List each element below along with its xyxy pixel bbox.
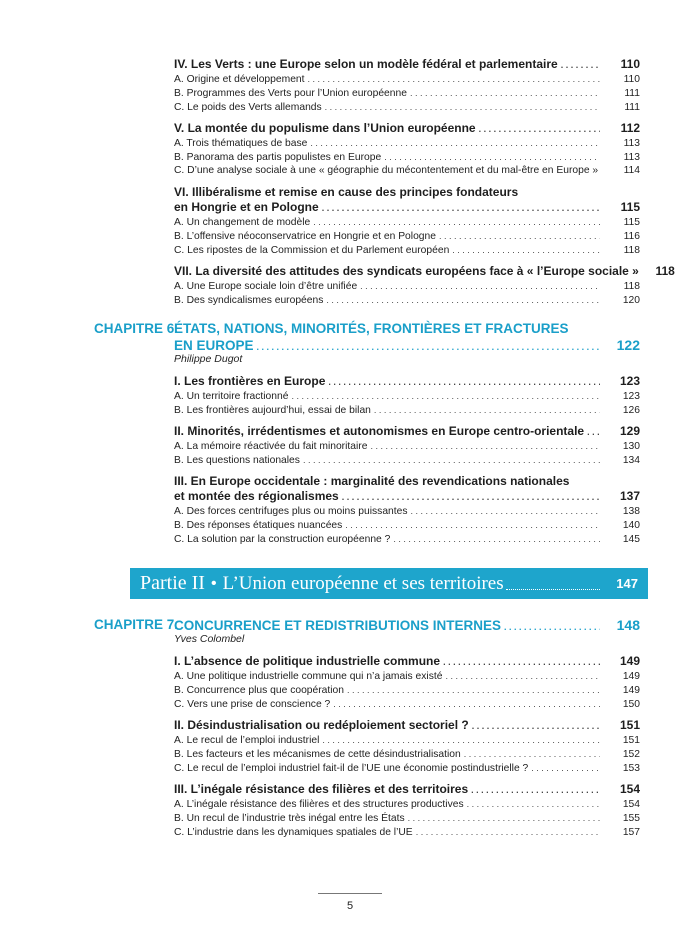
toc-entry-text: C. Les ripostes de la Commission et du Parlement européen	[174, 245, 450, 256]
section-heading-text: II. Minorités, irrédentismes et autonomismes en Europe centro-orientale	[174, 424, 585, 438]
toc-entry[interactable]	[174, 453, 640, 467]
part-page: 147	[616, 576, 638, 591]
toc-entry-page: 110	[623, 74, 640, 85]
toc-section	[174, 374, 640, 417]
toc-entry-text: A. L’inégale résistance des filières et des structures productives	[174, 799, 464, 810]
dot-leader	[308, 72, 600, 86]
toc-entry[interactable]	[174, 72, 640, 86]
toc-section	[174, 474, 640, 546]
toc-section	[174, 121, 640, 178]
toc-entry-page: 120	[622, 295, 640, 306]
section-heading-text: IV. Les Verts : une Europe selon un modèle fédéral et parlementaire	[174, 57, 558, 71]
part-label: Partie II	[140, 572, 205, 594]
toc-entry-page: 145	[622, 534, 640, 545]
section-heading-text: VII. La diversité des attitudes des syndicats européens face à « l’Europe sociale »	[174, 264, 639, 278]
toc-entry-page: 130	[622, 441, 640, 452]
toc-entry[interactable]	[174, 733, 640, 747]
toc-entry-page: 140	[622, 520, 640, 531]
part-banner[interactable]	[130, 568, 648, 599]
toc-entry-page: 111	[624, 88, 640, 99]
toc-entry-page: 152	[622, 749, 640, 760]
chapter-title-text: CONCURRENCE ET REDISTRIBUTIONS INTERNES	[174, 618, 502, 633]
toc-entry-text: B. Des syndicalismes européens	[174, 295, 324, 306]
toc-entry-page: 153	[622, 763, 640, 774]
section-heading-text: VI. Illibéralisme et remise en cause des principes fondateurs	[174, 185, 519, 199]
toc-entry-text: A. Un changement de modèle	[174, 217, 311, 228]
toc-entry-text: B. Panorama des partis populistes en Europe	[174, 152, 382, 163]
toc-entry-page: 149	[622, 685, 640, 696]
section-heading-page: 154	[619, 782, 640, 796]
toc-entry-text: C. Le poids des Verts allemands	[174, 102, 322, 113]
toc-entry-page: 149	[622, 671, 640, 682]
section-heading[interactable]	[174, 264, 675, 279]
page-number: 5	[346, 900, 354, 912]
toc-section	[174, 718, 640, 775]
toc-entry[interactable]	[174, 761, 640, 775]
chapter-heading[interactable]	[94, 321, 640, 353]
toc-entry-text: B. Les frontières aujourd’hui, essai de bilan	[174, 405, 371, 416]
dot-leader	[303, 453, 600, 467]
toc-entry[interactable]	[174, 669, 640, 683]
section-heading[interactable]	[174, 200, 640, 215]
toc-entry-text: B. Programmes des Verts pour l’Union européenne	[174, 88, 407, 99]
section-heading-text: III. En Europe occidentale : marginalité des revendications nationales	[174, 474, 570, 488]
toc-entry-text: C. La solution par la construction européenne ?	[174, 534, 391, 545]
dot-leader	[408, 811, 600, 825]
section-heading-page: 118	[655, 264, 675, 278]
toc-entry-text: A. Trois thématiques de base	[174, 138, 308, 149]
toc-entry[interactable]	[174, 532, 640, 546]
toc-entry-page: 116	[623, 231, 640, 242]
dot-leader	[291, 389, 600, 403]
dot-leader	[370, 439, 600, 453]
section-heading[interactable]	[174, 424, 640, 439]
dot-leader	[257, 339, 600, 355]
toc-entry[interactable]	[174, 389, 640, 403]
dot-leader	[464, 747, 600, 761]
dot-leader	[587, 425, 600, 440]
dot-leader	[411, 504, 600, 518]
toc-entry-page: 113	[623, 138, 640, 149]
toc-entry-page: 115	[623, 217, 640, 228]
dot-leader	[472, 719, 600, 734]
section-heading-text: I. L’absence de politique industrielle commune	[174, 654, 441, 668]
toc-entry-text: A. Un territoire fractionné	[174, 391, 289, 402]
dot-leader	[452, 243, 600, 257]
toc-entry[interactable]	[174, 243, 640, 257]
toc-entry-text: A. Le recul de l’emploi industriel	[174, 735, 320, 746]
toc-entry-text: A. Origine et développement	[174, 74, 305, 85]
toc-entry[interactable]	[174, 439, 640, 453]
toc-entry-text: B. Les facteurs et les mécanismes de cette désindustrialisation	[174, 749, 461, 760]
chapter-number: CHAPITRE 6.	[94, 321, 179, 336]
bullet-icon: •	[210, 574, 217, 592]
chapter-title-page: 148	[616, 617, 640, 633]
toc-entry-page: 126	[622, 405, 640, 416]
toc-section	[174, 654, 640, 711]
toc-entry-text: A. La mémoire réactivée du fait minoritaire	[174, 441, 368, 452]
dot-leader	[471, 783, 600, 798]
section-heading[interactable]	[174, 374, 640, 389]
toc-entry[interactable]	[174, 504, 640, 518]
chapter-heading[interactable]	[94, 617, 640, 633]
dot-leader	[445, 669, 600, 683]
section-heading-page: 123	[619, 374, 640, 388]
toc-entry[interactable]	[174, 279, 640, 293]
toc-entry[interactable]	[174, 747, 640, 761]
toc-entry-text: C. Le recul de l’emploi industriel fait-il de l’UE une économie postindustrielle ?	[174, 763, 529, 774]
section-heading[interactable]	[174, 121, 640, 136]
section-heading	[174, 474, 640, 489]
toc-entry-page: 118	[623, 245, 640, 256]
chapter-title	[174, 321, 640, 337]
part-title: L’Union européenne et ses territoires	[222, 572, 504, 594]
dot-leader	[410, 86, 600, 100]
toc-entry[interactable]	[174, 164, 640, 178]
dot-leader	[439, 229, 600, 243]
dot-leader	[328, 375, 600, 390]
toc-entry-text: B. Des réponses étatiques nuancées	[174, 520, 343, 531]
toc-entry[interactable]	[174, 825, 640, 839]
section-heading-page: 137	[619, 489, 640, 503]
section-heading[interactable]	[174, 57, 640, 72]
dot-leader	[325, 100, 600, 114]
dot-leader	[374, 403, 600, 417]
section-heading-page: 112	[620, 121, 640, 135]
dot-leader	[342, 490, 600, 505]
toc-section	[174, 264, 675, 307]
toc-entry[interactable]	[174, 100, 640, 114]
chapter-author: Yves Colombel	[174, 633, 245, 645]
toc-entry-page: 123	[622, 391, 640, 402]
dot-leader	[384, 150, 600, 164]
toc-entry[interactable]	[174, 86, 640, 100]
dot-leader	[310, 136, 600, 150]
toc-entry-page: 155	[622, 813, 640, 824]
dot-leader	[506, 577, 601, 590]
toc-entry-text: C. L’industrie dans les dynamiques spatiales de l’UE	[174, 827, 413, 838]
section-heading[interactable]	[174, 489, 640, 504]
chapter-title-text: EN EUROPE	[174, 338, 254, 353]
dot-leader	[322, 733, 600, 747]
section-heading-text: II. Désindustrialisation ou redéploiement sectoriel ?	[174, 718, 469, 732]
section-heading	[174, 185, 640, 200]
dot-leader	[326, 293, 600, 307]
toc-entry-text: B. Concurrence plus que coopération	[174, 685, 345, 696]
toc-entry-text: A. Une politique industrielle commune qui n’a jamais existé	[174, 671, 443, 682]
dot-leader	[443, 655, 600, 670]
dot-leader	[322, 201, 600, 216]
section-heading-page: 149	[619, 654, 640, 668]
section-heading[interactable]	[174, 782, 640, 797]
chapter-title-text: ÉTATS, NATIONS, MINORITÉS, FRONTIÈRES ET FRACTURES	[174, 321, 569, 336]
toc-section	[174, 782, 640, 839]
dot-leader	[416, 825, 600, 839]
toc-entry-text: C. D’une analyse sociale à une « géographie du mécontentement et du mal-être en Europe »	[174, 165, 599, 176]
section-heading[interactable]	[174, 654, 640, 669]
section-heading-text: en Hongrie et en Pologne	[174, 200, 319, 214]
dot-leader	[393, 532, 600, 546]
toc-section	[174, 57, 640, 114]
toc-entry-page: 138	[622, 506, 640, 517]
toc-entry-page: 111	[624, 102, 640, 113]
toc-entry[interactable]	[174, 518, 640, 532]
toc-entry[interactable]	[174, 293, 640, 307]
section-heading-text: III. L’inégale résistance des filières et des territoires	[174, 782, 469, 796]
toc-entry[interactable]	[174, 697, 640, 711]
toc-entry-page: 157	[622, 827, 640, 838]
toc-entry[interactable]	[174, 811, 640, 825]
section-heading-page: 115	[620, 200, 640, 214]
chapter-title[interactable]	[174, 337, 640, 353]
toc-entry-page: 150	[622, 699, 640, 710]
toc-entry-page: 154	[622, 799, 640, 810]
toc-entry[interactable]	[174, 683, 640, 697]
dot-leader	[504, 619, 600, 635]
chapter-author: Philippe Dugot	[174, 353, 243, 365]
section-heading-text: et montée des régionalismes	[174, 489, 339, 503]
toc-entry-text: B. L’offensive néoconservatrice en Hongrie et en Pologne	[174, 231, 436, 242]
toc-entry-text: B. Un recul de l’industrie très inégal entre les États	[174, 813, 405, 824]
chapter-title[interactable]	[174, 617, 640, 633]
section-heading[interactable]	[174, 718, 640, 733]
toc-entry-text: A. Une Europe sociale loin d’être unifiée	[174, 281, 358, 292]
dot-leader	[313, 215, 600, 229]
chapter-number: CHAPITRE 7.	[94, 617, 179, 632]
footer-divider	[318, 893, 382, 894]
dot-leader	[531, 761, 600, 775]
dot-leader	[479, 122, 600, 137]
dot-leader	[360, 279, 600, 293]
toc-entry-text: B. Les questions nationales	[174, 455, 300, 466]
toc-entry-text: C. Vers une prise de conscience ?	[174, 699, 331, 710]
toc-entry-page: 134	[622, 455, 640, 466]
toc-entry-page: 151	[622, 735, 640, 746]
toc-entry-page: 114	[623, 165, 640, 176]
toc-entry[interactable]	[174, 403, 640, 417]
dot-leader	[333, 697, 600, 711]
table-of-contents	[0, 57, 700, 846]
toc-entry[interactable]	[174, 150, 640, 164]
dot-leader	[345, 518, 600, 532]
toc-entry[interactable]	[174, 797, 640, 811]
toc-entry-page: 118	[623, 281, 640, 292]
toc-entry-text: A. Des forces centrifuges plus ou moins puissantes	[174, 506, 408, 517]
dot-leader	[561, 58, 600, 73]
section-heading-page: 151	[619, 718, 640, 732]
section-heading-page: 129	[619, 424, 640, 438]
toc-entry[interactable]	[174, 136, 640, 150]
toc-entry[interactable]	[174, 229, 640, 243]
chapter-title-page: 122	[616, 337, 640, 353]
section-heading-text: I. Les frontières en Europe	[174, 374, 326, 388]
toc-section	[174, 185, 640, 257]
dot-leader	[467, 797, 600, 811]
section-heading-text: V. La montée du populisme dans l’Union européenne	[174, 121, 476, 135]
toc-entry[interactable]	[174, 215, 640, 229]
section-heading-page: 110	[620, 57, 640, 71]
toc-section	[174, 424, 640, 467]
dot-leader	[347, 683, 600, 697]
toc-entry-page: 113	[623, 152, 640, 163]
